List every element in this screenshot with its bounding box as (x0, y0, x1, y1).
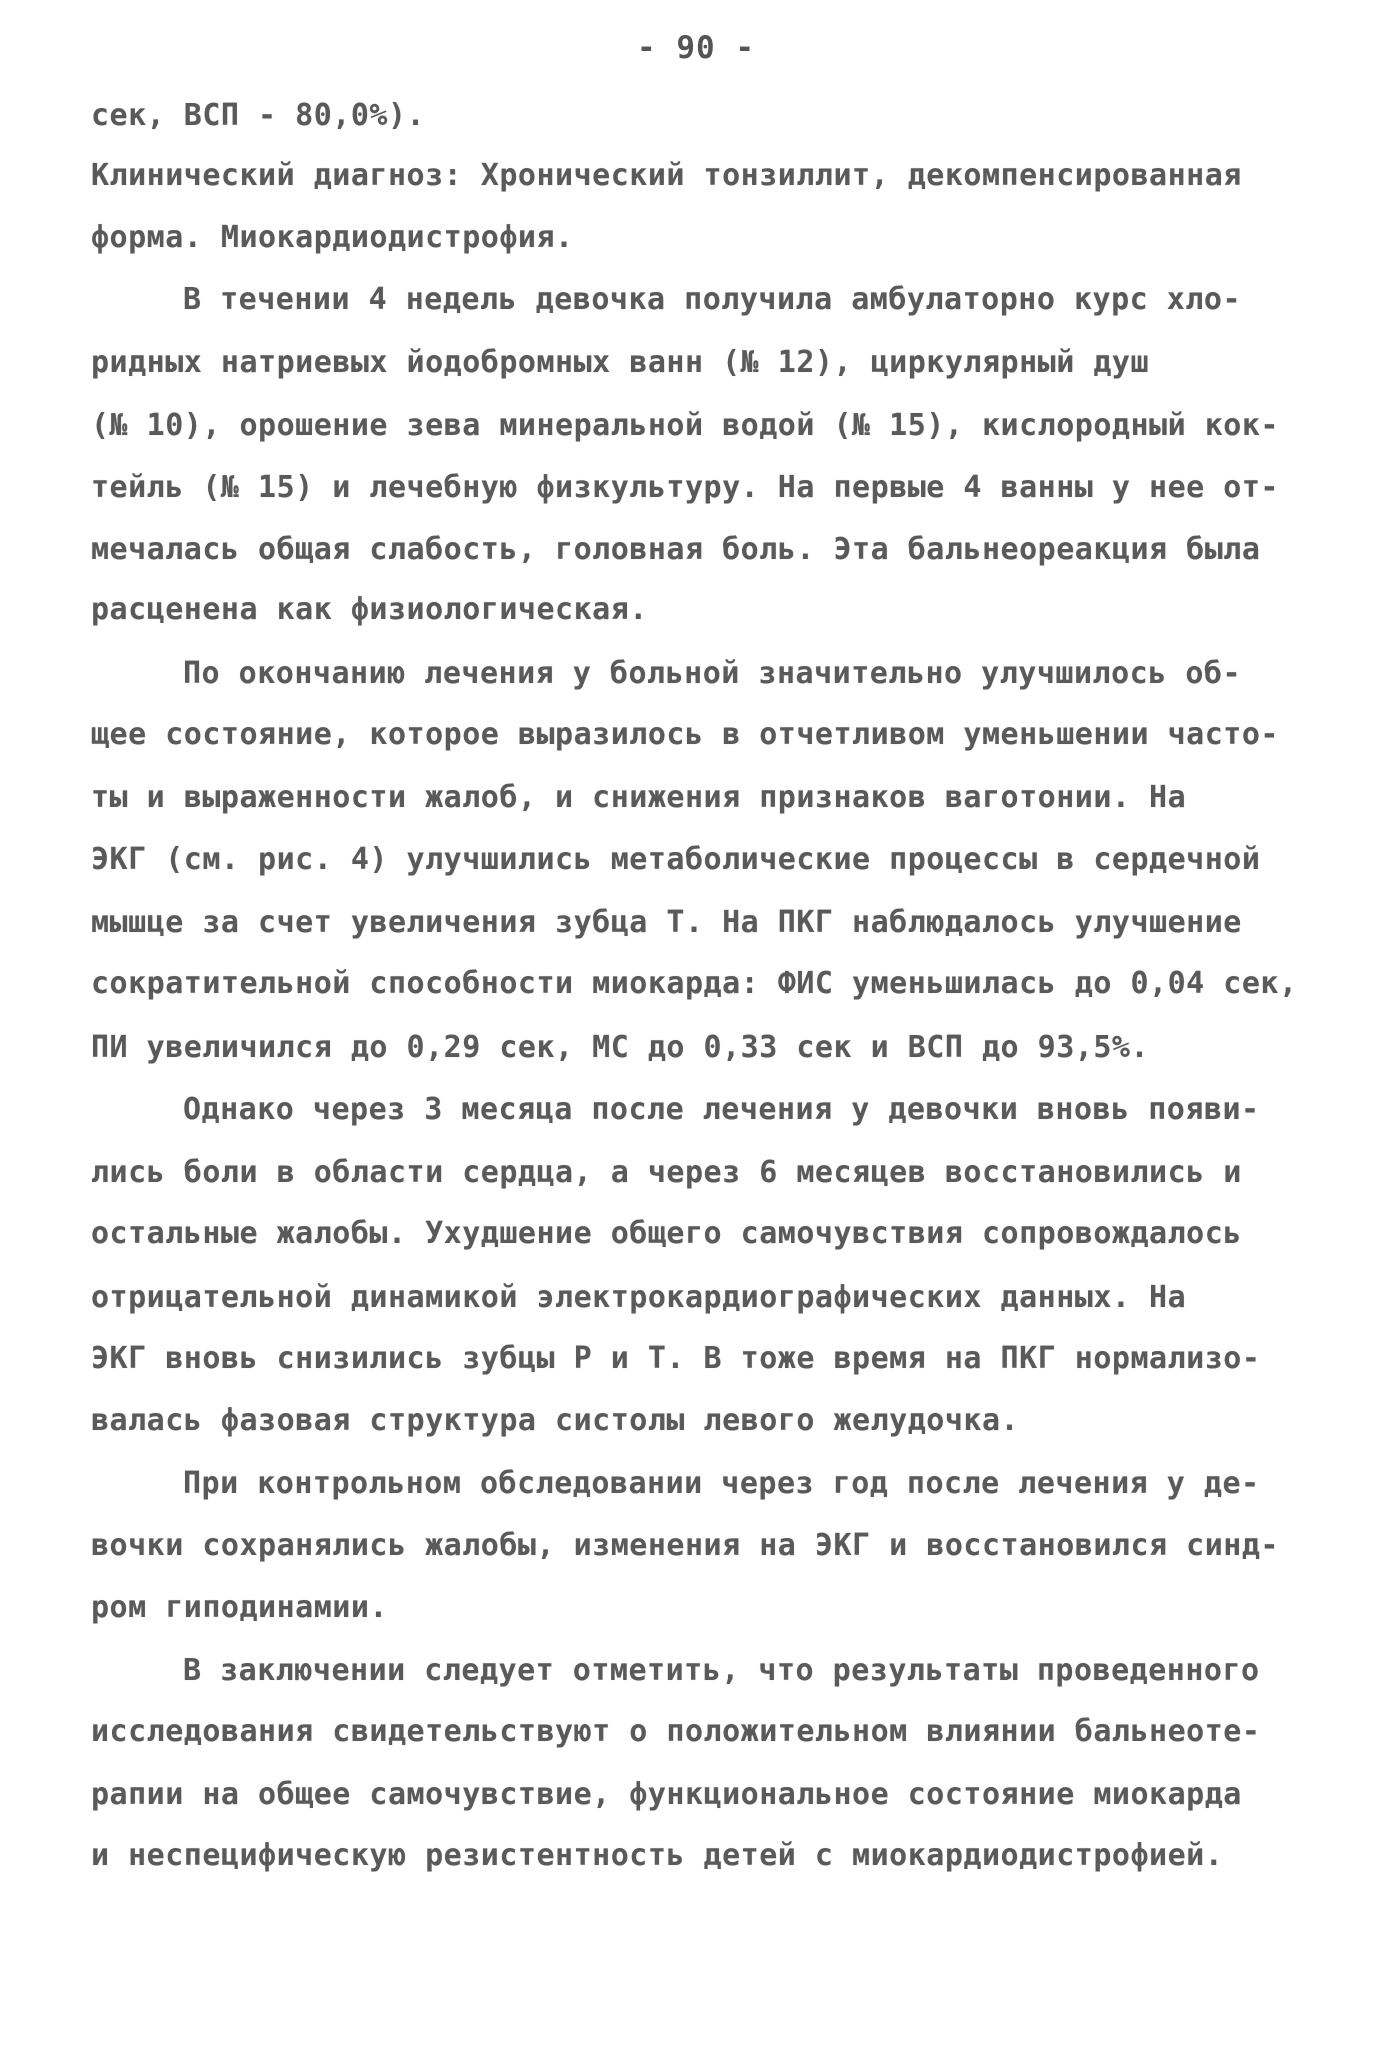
text-line: рапии на общее самочувствие, функциональное состояние миокарда (91, 1777, 1242, 1812)
text-line: сек, ВСП - 80,0%). (91, 98, 426, 133)
text-line: остальные жалобы. Ухудшение общего самочувствия сопровождалось (91, 1216, 1242, 1251)
text-line: валась фазовая структура систолы левого желудочка. (91, 1403, 1020, 1438)
paragraph-first-line: Однако через 3 месяца после лечения у девочки вновь появи- (183, 1092, 1260, 1127)
text-line: лись боли в области сердца, а через 6 месяцев восстановились и (91, 1155, 1242, 1190)
text-line: ридных натриевых йодобромных ванн (№ 12), циркулярный душ (91, 345, 1150, 380)
text-line: исследования свидетельствуют о положительном влиянии бальнеоте- (91, 1714, 1261, 1749)
text-line: ПИ увеличился до 0,29 сек, МС до 0,33 сек и ВСП до 93,5%. (91, 1030, 1150, 1065)
text-line: (№ 10), орошение зева минеральной водой (№ 15), кислородный кок- (91, 408, 1279, 443)
paragraph-first-line: В течении 4 недель девочка получила амбулаторно курс хло- (183, 282, 1242, 317)
text-line: мышце за счет увеличения зубца Т. На ПКГ наблюдалось улучшение (91, 905, 1242, 940)
page-number: - 90 - (637, 30, 755, 66)
text-line: и неспецифическую резистентность детей с миокардиодистрофией. (91, 1838, 1224, 1873)
text-line: щее состояние, которое выразилось в отчетливом уменьшении часто- (91, 717, 1279, 752)
text-line: вочки сохранялись жалобы, изменения на ЭКГ и восстановился синд- (91, 1528, 1279, 1563)
text-line: мечалась общая слабость, головная боль. Эта бальнеореакция была (91, 532, 1261, 567)
text-line: ЭКГ вновь снизились зубцы Р и Т. В тоже время на ПКГ нормализо- (91, 1341, 1261, 1376)
paragraph-first-line: По окончанию лечения у больной значительно улучшилось об- (183, 656, 1242, 691)
text-line: ты и выраженности жалоб, и снижения признаков ваготонии. На (91, 780, 1187, 815)
text-line: сократительной способности миокарда: ФИС уменьшилась до 0,04 сек, (91, 966, 1298, 1001)
text-line: ЭКГ (см. рис. 4) улучшились метаболические процессы в сердечной (91, 842, 1261, 877)
paragraph-first-line: При контрольном обследовании через год после лечения у де- (183, 1466, 1260, 1501)
text-line: отрицательной динамикой электрокардиографических данных. На (91, 1280, 1187, 1315)
text-line: Клинический диагноз: Хронический тонзиллит, декомпенсированная (91, 158, 1242, 193)
paragraph-first-line: В заключении следует отметить, что результаты проведенного (183, 1653, 1260, 1688)
text-line: расценена как физиологическая. (91, 592, 648, 627)
text-line: форма. Миокардиодистрофия. (91, 220, 574, 255)
text-line: тейль (№ 15) и лечебную физкультуру. На первые 4 ванны у нее от- (91, 470, 1279, 505)
text-line: ром гиподинамии. (91, 1590, 388, 1625)
